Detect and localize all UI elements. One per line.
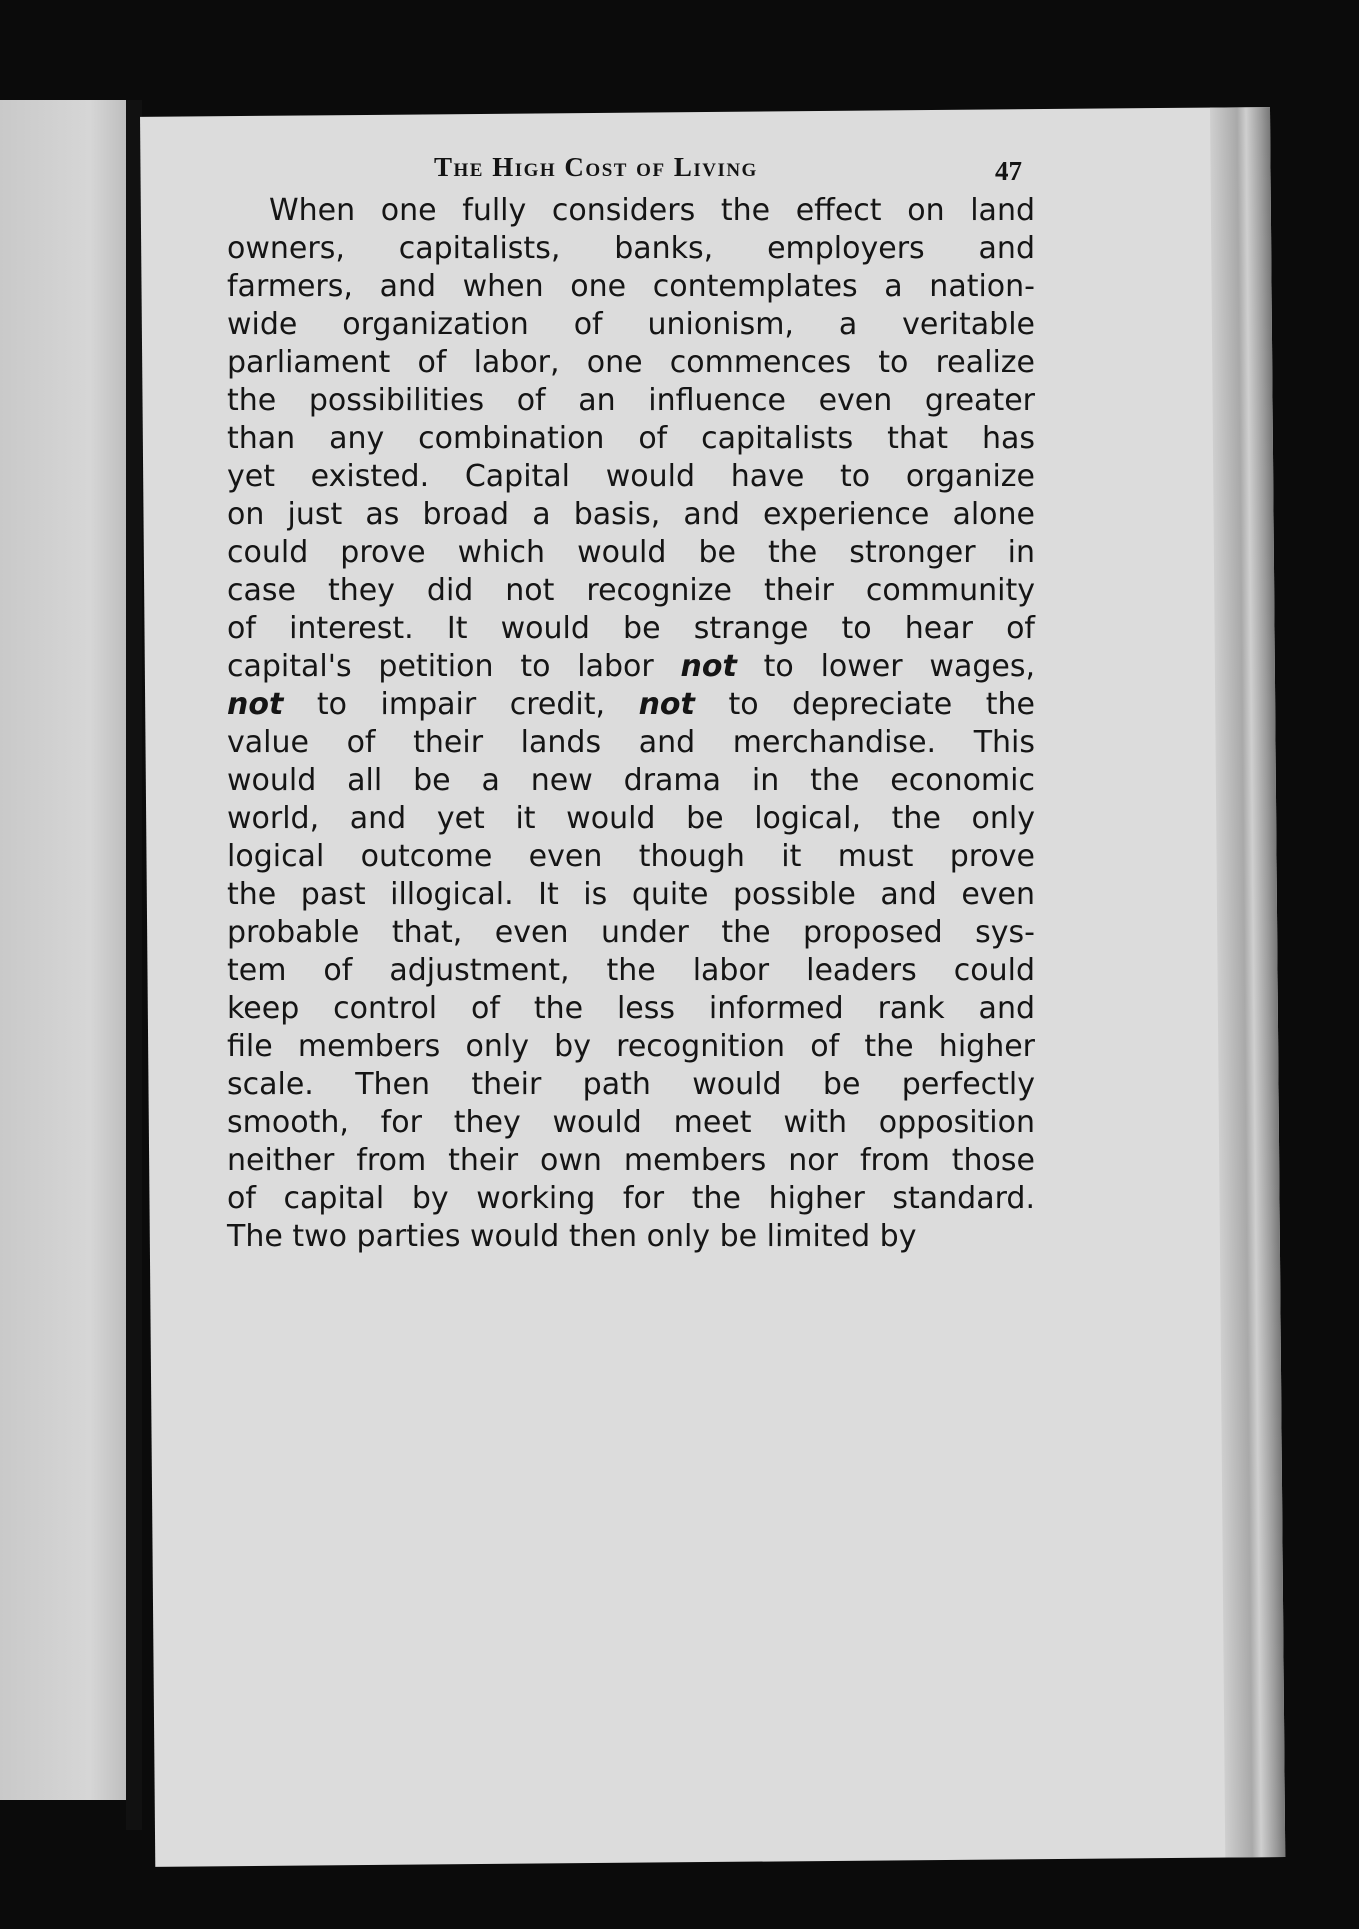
text-line: the possibilities of an influence even greater (227, 383, 1035, 418)
page-stack-edge (1210, 107, 1285, 1857)
text-line-italic-not: capital's petition to labor not to lower wages, (227, 649, 1035, 684)
emphasis-not: not (227, 687, 284, 722)
text-line: world, and yet it would be logical, the only (227, 801, 1035, 836)
facing-page-edge (0, 100, 128, 1800)
text-line: than any combination of capitalists that has (227, 421, 1035, 456)
text-line-italic-not: not to impair credit, not to depreciate the (227, 687, 1035, 722)
text-line: on just as broad a basis, and experience alone (227, 497, 1035, 532)
text-line: case they did not recognize their community (227, 573, 1035, 608)
text-line: parliament of labor, one commences to realize (227, 345, 1035, 380)
text-line: wide organization of unionism, a veritable (227, 307, 1035, 342)
running-head (284, 152, 1044, 192)
text-line: file members only by recognition of the higher (227, 1029, 1035, 1064)
book-gutter (126, 100, 142, 1830)
text-line: value of their lands and merchandise. This (227, 725, 1035, 760)
text-line: neither from their own members nor from those (227, 1143, 1035, 1178)
text-line: owners, capitalists, banks, employers and (227, 231, 1035, 266)
running-title: The High Cost of Living (434, 152, 758, 182)
text-line: probable that, even under the proposed sys- (227, 915, 1035, 950)
text-line: could prove which would be the stronger in (227, 535, 1035, 570)
emphasis-not: not (680, 649, 737, 684)
text-line: The two parties would then only be limited by (227, 1219, 917, 1254)
text-line: yet existed. Capital would have to organize (227, 459, 1035, 494)
emphasis-not: not (638, 687, 695, 722)
text-line: logical outcome even though it must prove (227, 839, 1035, 874)
text-line: When one fully considers the effect on land (269, 193, 1035, 228)
text-line: tem of adjustment, the labor leaders could (227, 953, 1035, 988)
text-line: of interest. It would be strange to hear of (227, 611, 1035, 646)
text-line: farmers, and when one contemplates a nation- (227, 269, 1035, 304)
text-line: would all be a new drama in the economic (227, 763, 1035, 798)
text-line: smooth, for they would meet with opposition (227, 1105, 1035, 1140)
page-number: 47 (995, 156, 1022, 186)
text-line: scale. Then their path would be perfectly (227, 1067, 1035, 1102)
text-line: the past illogical. It is quite possible and even (227, 877, 1035, 912)
text-line: keep control of the less informed rank and (227, 991, 1035, 1026)
text-line: of capital by working for the higher standard. (227, 1181, 1035, 1216)
body-paragraph (227, 192, 1035, 1256)
